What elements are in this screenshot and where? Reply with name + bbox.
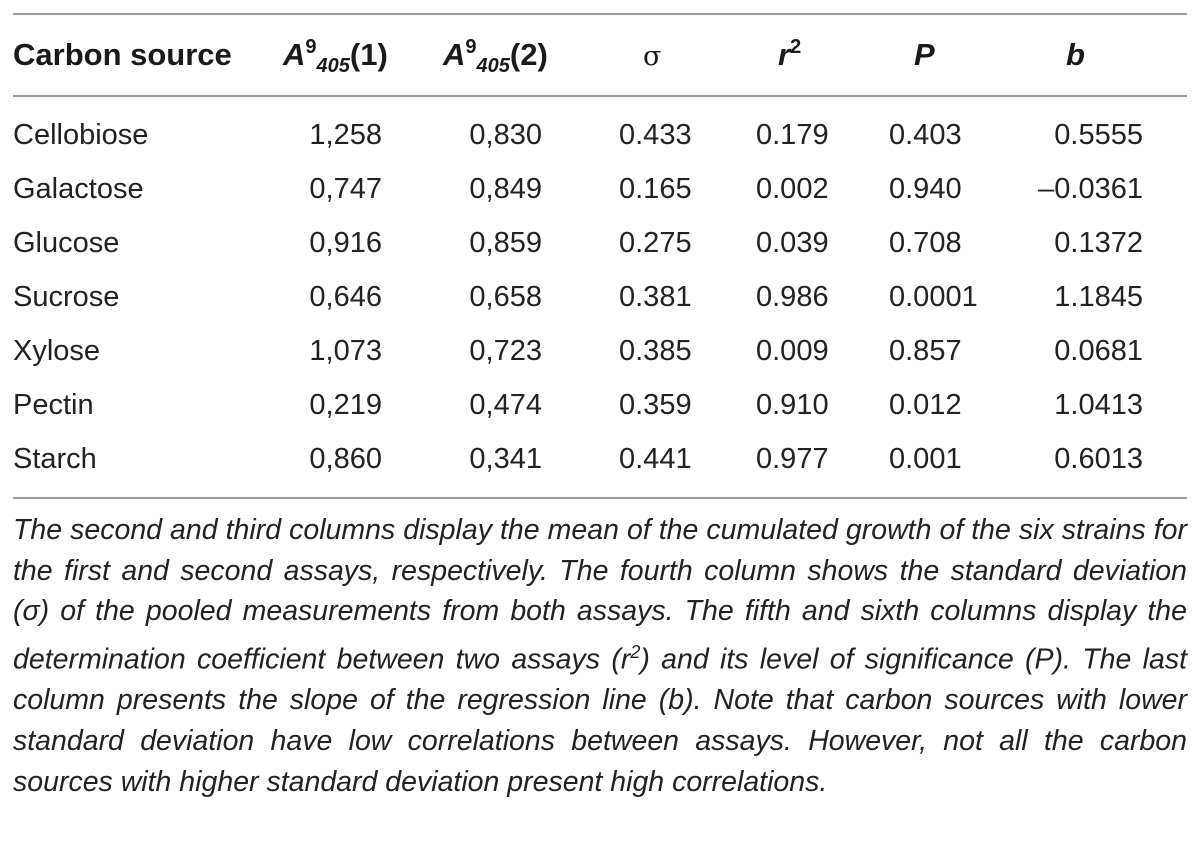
cell-p: 0.940 — [889, 173, 962, 205]
cell-sigma: 0.441 — [619, 443, 692, 475]
cell-r-squared: 0.039 — [756, 227, 829, 259]
cell-p: 0.857 — [889, 335, 962, 367]
table-row — [0, 270, 1200, 324]
cell-p: 0.403 — [889, 119, 962, 151]
cell-source: Galactose — [13, 173, 144, 205]
header-a405-2-sup: 9 — [465, 36, 477, 58]
cell-b: 0.6013 — [1054, 443, 1143, 475]
header-a405-2-sub: 405 — [476, 55, 510, 77]
header-a405-2 — [443, 30, 548, 80]
table-footnote — [13, 510, 1187, 802]
footnote-text-part2: ) and its level of significance (P). The last column presents the slope of the regression line (b). Note that carbon sources with lower standard deviation have low correlations between assays. However, not all the carbon sources with higher standard deviation present high correlations. — [13, 643, 1187, 798]
cell-a405-2: 0,474 — [469, 389, 542, 421]
cell-a405-1: 0,219 — [309, 389, 382, 421]
cell-sigma: 0.275 — [619, 227, 692, 259]
cell-r-squared: 0.179 — [756, 119, 829, 151]
table-row — [0, 432, 1200, 486]
table-header-rule — [13, 95, 1187, 97]
header-sigma — [643, 30, 661, 80]
header-r-squared — [778, 30, 801, 80]
table-row — [0, 378, 1200, 432]
cell-b: 1.1845 — [1054, 281, 1143, 313]
cell-source: Cellobiose — [13, 119, 149, 151]
cell-r-squared: 0.002 — [756, 173, 829, 205]
cell-p: 0.012 — [889, 389, 962, 421]
cell-source: Glucose — [13, 227, 120, 259]
cell-source: Starch — [13, 443, 97, 475]
cell-sigma: 0.359 — [619, 389, 692, 421]
footnote-text-part1: The second and third columns display the mean of the cumulated growth of the six strains for the first and second assays, respectively. The fourth column shows the standard deviation (σ) of the pooled measurements from both assays. The fifth and sixth columns display the determination coefficient between two assays (r — [13, 514, 1187, 676]
cell-a405-1: 0,916 — [309, 227, 382, 259]
header-a405-2-base: A — [443, 37, 466, 72]
cell-sigma: 0.381 — [619, 281, 692, 313]
cell-r-squared: 0.986 — [756, 281, 829, 313]
cell-r-squared: 0.910 — [756, 389, 829, 421]
header-a405-1-sub: 405 — [316, 55, 350, 77]
table-row — [0, 108, 1200, 162]
cell-a405-2: 0,830 — [469, 119, 542, 151]
cell-a405-1: 0,747 — [309, 173, 382, 205]
header-a405-1-sup: 9 — [305, 36, 317, 58]
cell-b: 0.0681 — [1054, 335, 1143, 367]
header-r-squared-base: r — [778, 37, 791, 72]
header-a405-2-suffix: (2) — [509, 37, 548, 72]
header-a405-1-suffix: (1) — [349, 37, 388, 72]
cell-sigma: 0.385 — [619, 335, 692, 367]
cell-a405-1: 0,646 — [309, 281, 382, 313]
header-r-squared-sup: 2 — [790, 36, 802, 58]
table-top-rule — [13, 13, 1187, 15]
cell-a405-2: 0,658 — [469, 281, 542, 313]
header-b: b — [1066, 37, 1085, 72]
cell-p: 0.0001 — [889, 281, 978, 313]
cell-a405-1: 1,073 — [309, 335, 382, 367]
cell-b: –0.0361 — [1038, 173, 1143, 205]
cell-a405-1: 0,860 — [309, 443, 382, 475]
table-row — [0, 324, 1200, 378]
header-a405-1 — [283, 30, 388, 80]
cell-b: 0.1372 — [1054, 227, 1143, 259]
cell-source: Sucrose — [13, 281, 120, 313]
cell-b: 1.0413 — [1054, 389, 1143, 421]
cell-p: 0.001 — [889, 443, 962, 475]
table-row — [0, 216, 1200, 270]
cell-p: 0.708 — [889, 227, 962, 259]
table-row — [0, 162, 1200, 216]
cell-a405-2: 0,723 — [469, 335, 542, 367]
cell-a405-1: 1,258 — [309, 119, 382, 151]
cell-r-squared: 0.977 — [756, 443, 829, 475]
footnote-superscript: 2 — [630, 642, 641, 663]
cell-a405-2: 0,341 — [469, 443, 542, 475]
cell-sigma: 0.165 — [619, 173, 692, 205]
cell-sigma: 0.433 — [619, 119, 692, 151]
cell-source: Pectin — [13, 389, 94, 421]
header-a405-1-base: A — [283, 37, 306, 72]
table-bottom-rule — [13, 497, 1187, 499]
header-carbon-source: Carbon source — [13, 37, 232, 72]
cell-a405-2: 0,859 — [469, 227, 542, 259]
header-sigma-symbol: σ — [643, 41, 662, 72]
cell-r-squared: 0.009 — [756, 335, 829, 367]
cell-b: 0.5555 — [1054, 119, 1143, 151]
cell-source: Xylose — [13, 335, 101, 367]
header-p: P — [914, 37, 935, 72]
cell-a405-2: 0,849 — [469, 173, 542, 205]
